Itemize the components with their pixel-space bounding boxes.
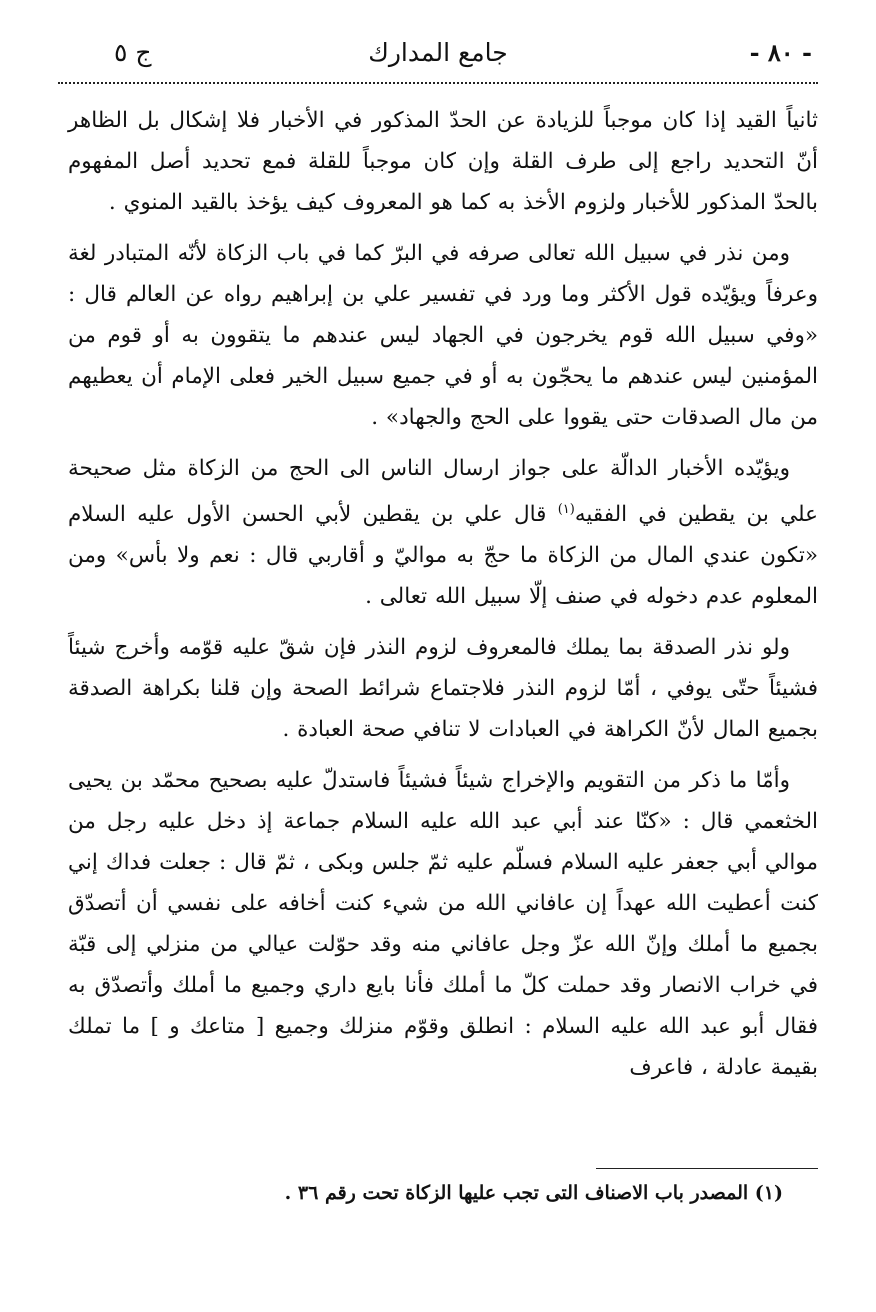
book-title: جامع المدارك — [368, 38, 508, 67]
paragraph-2: ومن نذر في سبيل الله تعالى صرفه في البرّ كما في باب الزكاة لأنّه المتبادر لغة وعرفاً ويؤيّده قول الأكثر وما ورد في تفسير علي بن إبراهيم رواه عن العالم قال : «وفي سبيل الله قوم يخرجون في الجهاد ليس عندهم ما يتقوون به أو قوم من المؤمنين ليس عندهم ما يحجّون به أو في جميع سبيل الخير فعلى الإمام أن يعطيهم من مال الصدقات حتى يقووا على الحج والجهاد» . — [68, 241, 818, 430]
header-dotted-rule — [58, 82, 818, 84]
running-header — [58, 38, 818, 82]
volume-label: ج ٥ — [114, 38, 152, 67]
main-text — [68, 100, 818, 1098]
footnote: (١) المصدر باب الاصناف التى تجب عليها الزكاة تحت رقم ٣٦ . — [284, 1182, 783, 1204]
page-number: - ٨٠ - — [749, 38, 812, 67]
paragraph-3-text-before: ويؤيّده الأخبار الدالّة على جواز ارسال الناس الى الحج من الزكاة مثل صحيحة علي بن يقطين في الفقيه — [68, 456, 818, 528]
paragraph-1: ثانياً القيد إذا كان موجباً للزيادة عن الحدّ المذكور في الأخبار فلا إشكال بل الظاهر أنّ التحديد راجع إلى طرف القلة وإن كان موجباً للقلة فمع تحديد أصل المفهوم بالحدّ المذكور للأخبار ولزوم الأخذ به كما هو المعروف كيف يؤخذ بالقيد المنوي . — [68, 108, 818, 215]
paragraph-3 — [68, 448, 818, 617]
footnote-marker[interactable]: (١) — [557, 502, 575, 517]
paragraph-3-text-after: قال علي بن يقطين لأبي الحسن الأول عليه السلام «تكون عندي المال من الزكاة ما حجّ به مواليّ و أقاربي قال : نعم ولا بأس» ومن المعلوم عدم دخوله في صنف إلّا سبيل الله تعالى . — [68, 502, 818, 610]
paragraph-4: ولو نذر الصدقة بما يملك فالمعروف لزوم النذر فإن شقّ عليه قوّمه وأخرج شيئاً فشيئاً حتّى يوفي ، أمّا لزوم النذر فلاجتماع شرائط الصحة وإن قلنا بكراهة الصدقة بجميع المال لأنّ الكراهة في العبادات لا تنافي صحة العبادة . — [68, 635, 818, 743]
paragraph-5: وأمّا ما ذكر من التقويم والإخراج شيئاً فشيئاً فاستدلّ عليه بصحيح محمّد بن يحيى الخثعمي قال : «كنّا عند أبي عبد الله عليه السلام جماعة إذ دخل عليه رجل من موالي أبي جعفر عليه السلام فسلّم عليه ثمّ جلس وبكى ، ثمّ قال : جعلت فداك إني كنت أعطيت الله عهداً إن عافاني الله من شيء كنت أخافه على نفسي أن أتصدّق بجميع ما أملك وإنّ الله عزّ وجل عافاني منه وقد حوّلت عيالي من منزلي إلى قبّة في خراب الانصار وقد حملت كلّ ما أملك فأنا بايع داري وجميع ما أملك وأتصدّق به فقال أبو عبد الله عليه السلام : انطلق وقوّم منزلك وجميع [ متاعك و ] ما تملك بقيمة عادلة ، فاعرف — [68, 768, 818, 1081]
footnote-rule — [596, 1168, 818, 1169]
